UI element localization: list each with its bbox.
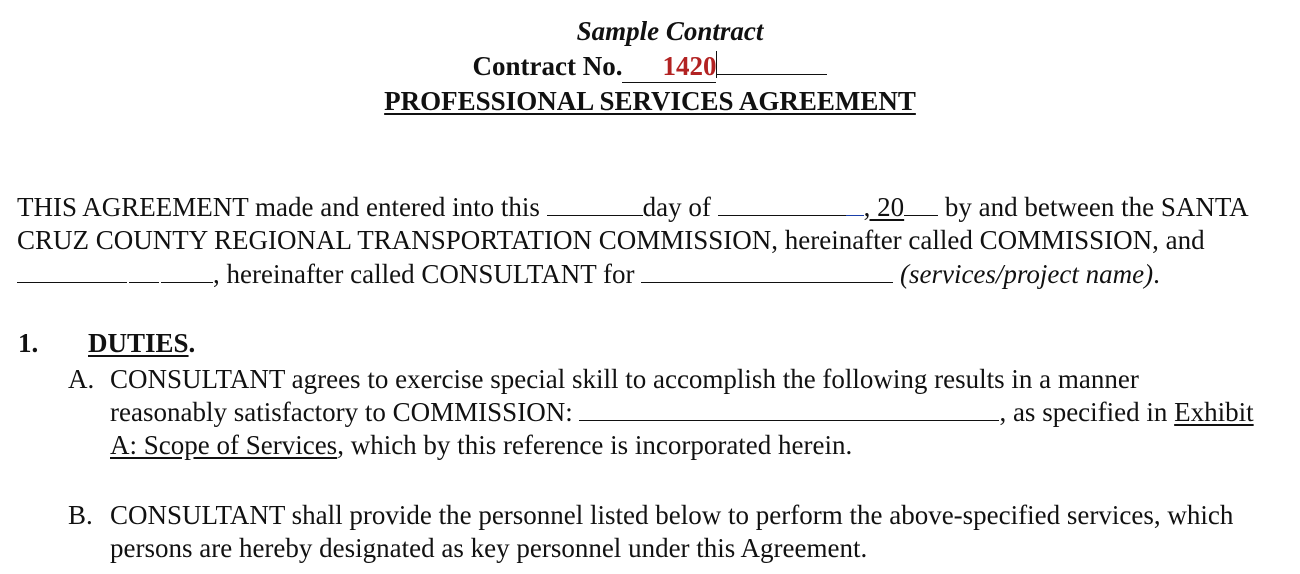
contract-number-blank: [717, 56, 827, 75]
contract-number-line: [0, 51, 1300, 83]
item-a-specified: , as specified in: [999, 397, 1168, 427]
services-hint: (services/project name): [899, 259, 1154, 289]
services-blank[interactable]: [641, 264, 893, 283]
intro-text-d: by and between the SANTA: [944, 192, 1249, 222]
section-title-period: .: [188, 328, 196, 358]
document-title: Sample Contract: [576, 16, 764, 46]
consultant-blank-1[interactable]: [17, 264, 127, 283]
month-blank-blue: [846, 197, 864, 216]
item-a-text: reasonably satisfactory to COMMISSION:: [110, 397, 573, 427]
agreement-title: PROFESSIONAL SERVICES AGREEMENT: [384, 86, 916, 116]
section-title: [88, 328, 195, 359]
intro-period: .: [1153, 259, 1160, 289]
intro-line-1: [17, 192, 1249, 222]
year-blank[interactable]: [904, 197, 938, 216]
item-a-line-1: CONSULTANT agrees to exercise special skill to accomplish the following results in a manner: [110, 364, 1139, 394]
consultant-blank-2[interactable]: [129, 264, 159, 283]
section-title-text: DUTIES: [88, 328, 189, 358]
month-blank[interactable]: [718, 197, 846, 216]
section-number: 1.: [18, 328, 39, 358]
day-blank[interactable]: [547, 197, 643, 216]
item-b-label: B.: [68, 500, 93, 530]
consultant-blank-3[interactable]: [161, 264, 213, 283]
year-prefix: , 20: [863, 192, 905, 222]
contract-number-field[interactable]: [622, 51, 716, 83]
intro-text-a: THIS AGREEMENT made and entered into this: [17, 192, 540, 222]
item-a-label: A.: [68, 364, 95, 394]
intro-text-consultant: , hereinafter called CONSULTANT for: [213, 259, 635, 289]
intro-line-3: [17, 259, 1160, 289]
item-b-line-1: CONSULTANT shall provide the personnel listed below to perform the above-specified services, which: [110, 500, 1234, 530]
item-b-line-2: persons are hereby designated as key personnel under this Agreement.: [110, 533, 868, 563]
exhibit-link-part-2[interactable]: A: Scope of Services: [110, 430, 338, 460]
results-blank[interactable]: [579, 402, 999, 421]
intro-text-b: day of: [642, 192, 711, 222]
contract-number-value: 1420: [662, 51, 717, 81]
exhibit-link-part-1[interactable]: Exhibit: [1174, 397, 1254, 427]
item-a-line-3: [110, 430, 852, 460]
item-a-incorporated: , which by this reference is incorporated herein.: [337, 430, 853, 460]
item-a-line-2: [110, 397, 1254, 427]
contract-label: Contract No.: [472, 51, 623, 81]
intro-line-2: CRUZ COUNTY REGIONAL TRANSPORTATION COMMISSION, hereinafter called COMMISSION, and: [17, 225, 1205, 255]
